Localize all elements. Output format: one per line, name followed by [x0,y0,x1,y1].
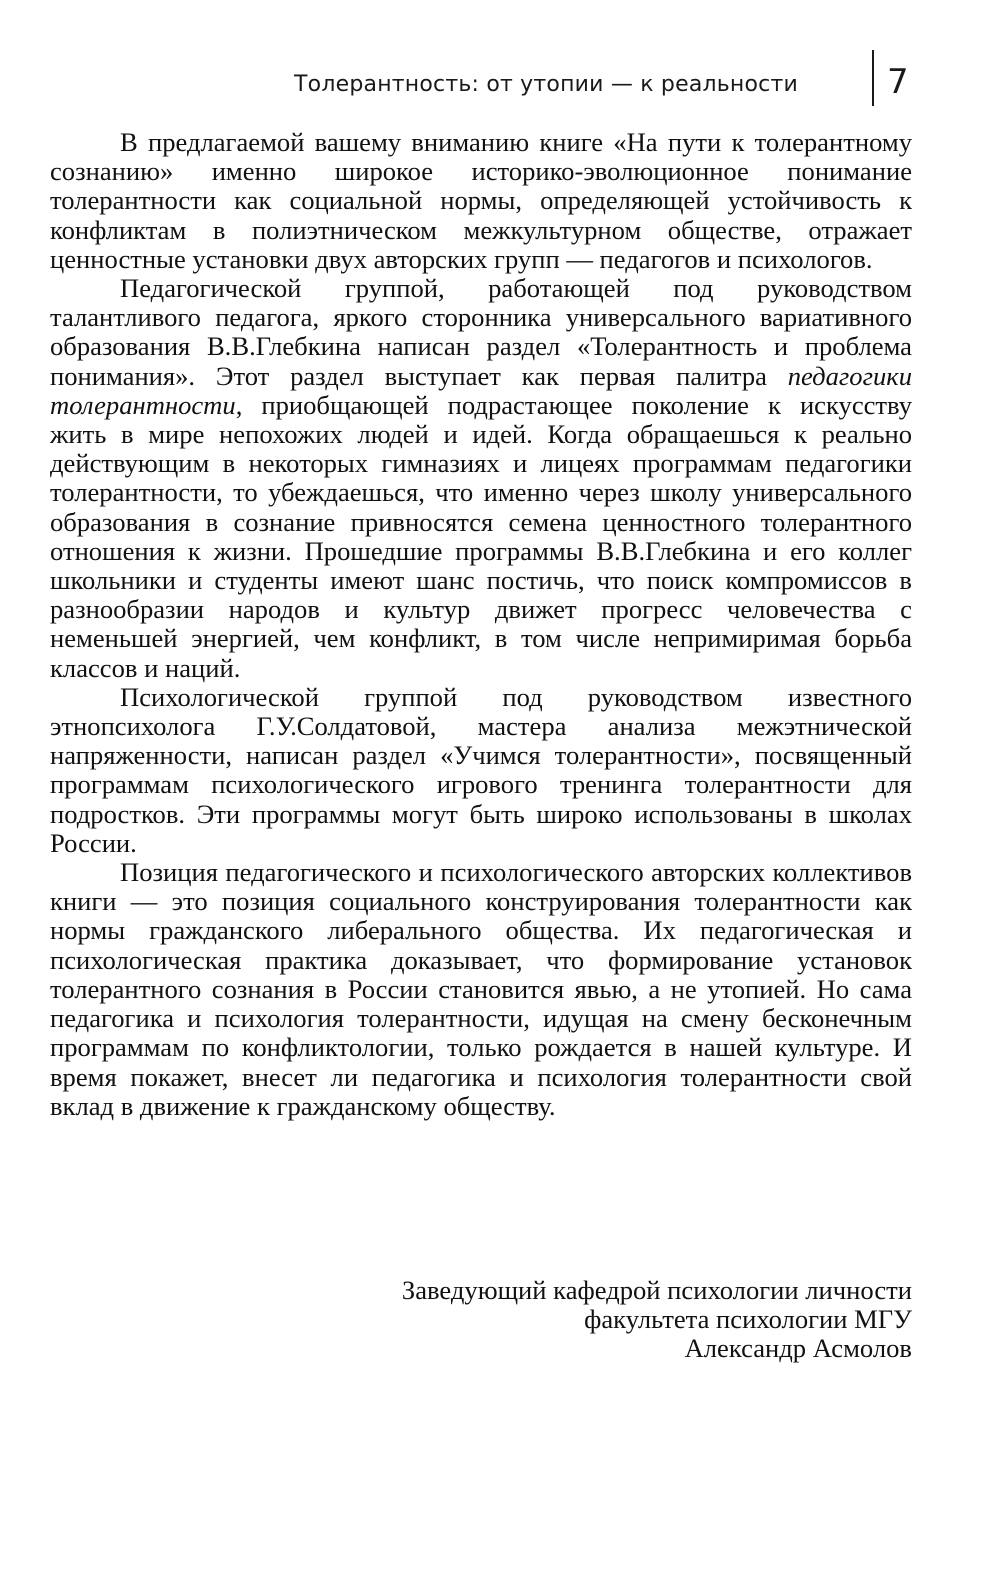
paragraph [50,858,912,1121]
paragraph [50,128,912,274]
text-run: В предлагаемой вашему вниманию книге «На пути к толерантному сознанию» именно широкое историко-эволюционное понимание толерантности как социальной нормы, определяющей устойчивость к конфликтам в полиэтническом межкультурном обществе, отражает ценностные установки двух авторских групп — педагогов и психологов. [50,127,912,274]
paragraph [50,274,912,683]
text-run: Педагогической группой, работающей под руководством талантливого педагога, яркого сторонника универсального вариативного образования В.В.Глебкина написан раздел «Толерантность и проблема понимания». Этот раздел выступает как первая палитра [50,273,912,391]
body-text [50,128,912,1121]
signature-faculty: факультета психологии МГУ [584,1304,912,1335]
text-run: , приобщающей подрастающее поколение к искусству жить в мире непохожих людей и идей. Когда обращаешься к реально действующим в некоторых гимназиях и лицеях программам педагогики толерантности, то убеждаешься, что именно через школу универсального образования в сознание привносятся семена ценностного толерантного отношения к жизни. Прошедшие программы В.В.Глебкина и его коллег школьники и студенты имеют шанс постичь, что поиск компромиссов в разнообразии народов и культур движет прогресс человечества с неменьшей энергией, чем конфликт, в том числе непримиримая борьба классов и наций. [50,389,912,683]
running-title: Толерантность: от утопии — к реальности [294,72,798,97]
page-header [0,62,1000,112]
page-number: 7 [887,62,909,102]
header-divider [872,50,874,106]
italic-term: педагогики толерантности [50,360,912,420]
signature-block [402,1276,912,1364]
text-run: Психологической группой под руководством известного этнопсихолога Г.У.Солдатовой, мастера анализа межэтнической напряженности, написан раздел «Учимся толерантности», посвященный программам психологического игрового тренинга толерантности для подростков. Эти программы могут быть широко использованы в школах России. [50,681,912,858]
signature-position: Заведующий кафедрой психологии личности [401,1275,912,1305]
text-run: Позиция педагогического и психологического авторских коллективов книги — это позиция социального конструирования толерантности как нормы гражданского либерального общества. Их педагогическая и психологическая практика доказывает, что формирование установок толерантного сознания в России становится явью, а не утопией. Но сама педагогика и психология толерантности, идущая на смену бесконечным программам по конфликтологии, только рождается в нашей культуре. И время покажет, внесет ли педагогика и психология толерантности свой вклад в движение к гражданскому обществу. [50,857,912,1121]
signature-author: Александр Асмолов [684,1333,912,1364]
paragraph [50,683,912,858]
